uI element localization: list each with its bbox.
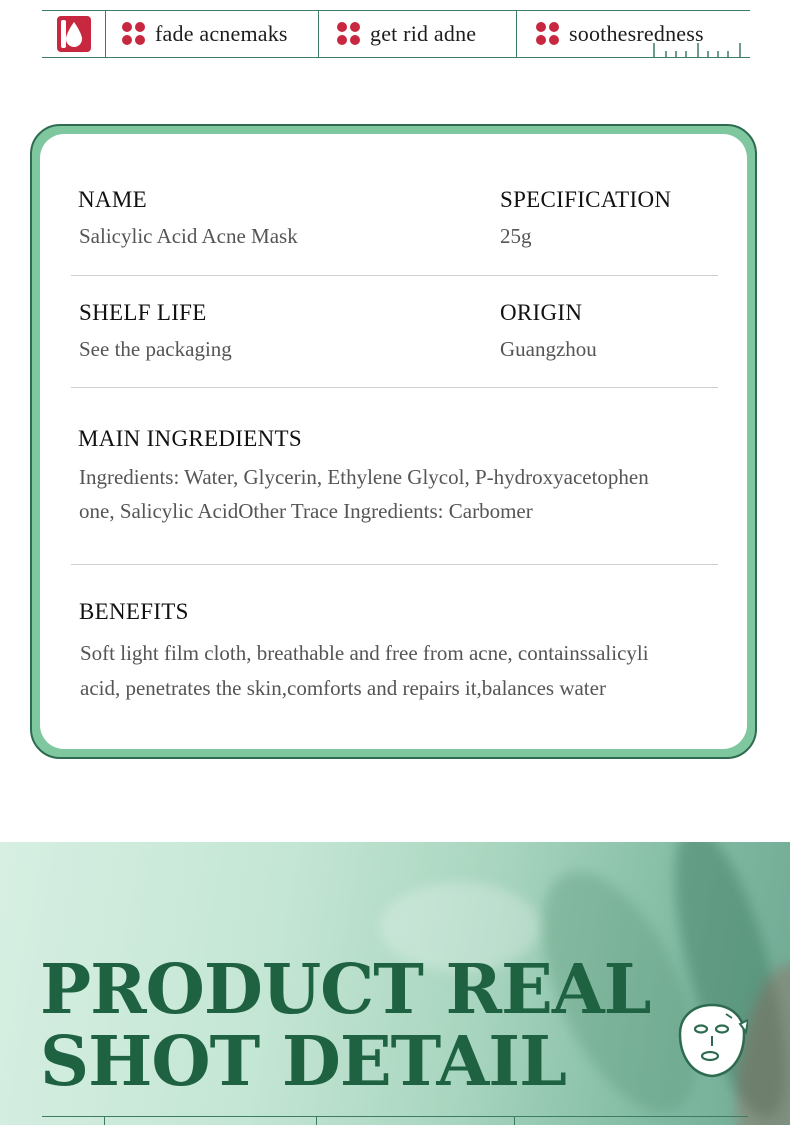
- tag-get-rid-acne: [319, 11, 517, 57]
- ingredients-line-1: Ingredients: Water, Glycerin, Ethylene Glycol, P-hydroxyacetophen: [79, 465, 649, 489]
- name-value: Salicylic Acid Acne Mask: [79, 224, 298, 248]
- tag-soothes-redness: [517, 11, 750, 57]
- shelf-life-value: See the packaging: [79, 337, 232, 361]
- bar-cell: [105, 1117, 317, 1125]
- divider: [71, 387, 718, 388]
- logo-cell: [42, 11, 106, 57]
- feature-tag-bar: [42, 10, 750, 58]
- name-label: NAME: [78, 187, 147, 212]
- benefits-line-1: Soft light film cloth, breathable and free from acne, containssalicyli: [80, 641, 649, 665]
- bar-cell: [42, 1117, 105, 1125]
- origin-label: ORIGIN: [500, 300, 583, 325]
- headline-line-2: SHOT DETAIL: [40, 1022, 566, 1102]
- origin-value: Guangzhou: [500, 337, 597, 361]
- tag-label: fade acnemaks: [155, 21, 288, 46]
- product-info-card-body: [40, 134, 747, 749]
- bar-cell: [317, 1117, 515, 1125]
- banner-headline: [40, 950, 651, 1102]
- tag-label: soothesredness: [569, 21, 704, 46]
- drop-logo-icon: [57, 16, 91, 52]
- bottom-tag-bar-edge: [42, 1116, 748, 1125]
- benefits-label: BENEFITS: [79, 599, 189, 624]
- benefits-line-2: acid, penetrates the skin,comforts and repairs it,balances water: [80, 676, 606, 700]
- tag-fade-acne: [106, 11, 319, 57]
- ruler-decoration-icon: [652, 43, 742, 57]
- specification-label: SPECIFICATION: [500, 187, 672, 212]
- dots-icon: [536, 22, 560, 46]
- tag-label: get rid adne: [370, 21, 477, 46]
- headline-line-1: PRODUCT REAL: [40, 950, 651, 1030]
- divider: [71, 275, 718, 276]
- main-ingredients-label: MAIN INGREDIENTS: [78, 426, 302, 451]
- dots-icon: [122, 22, 146, 46]
- ingredients-line-2: one, Salicylic AcidOther Trace Ingredients: Carbomer: [79, 499, 533, 523]
- product-shot-banner: [0, 842, 790, 1125]
- face-mask-icon: [676, 1002, 748, 1080]
- product-info-card: [30, 124, 757, 759]
- divider: [71, 564, 718, 565]
- specification-value: 25g: [500, 224, 532, 248]
- dots-icon: [337, 22, 361, 46]
- shelf-life-label: SHELF LIFE: [79, 300, 207, 325]
